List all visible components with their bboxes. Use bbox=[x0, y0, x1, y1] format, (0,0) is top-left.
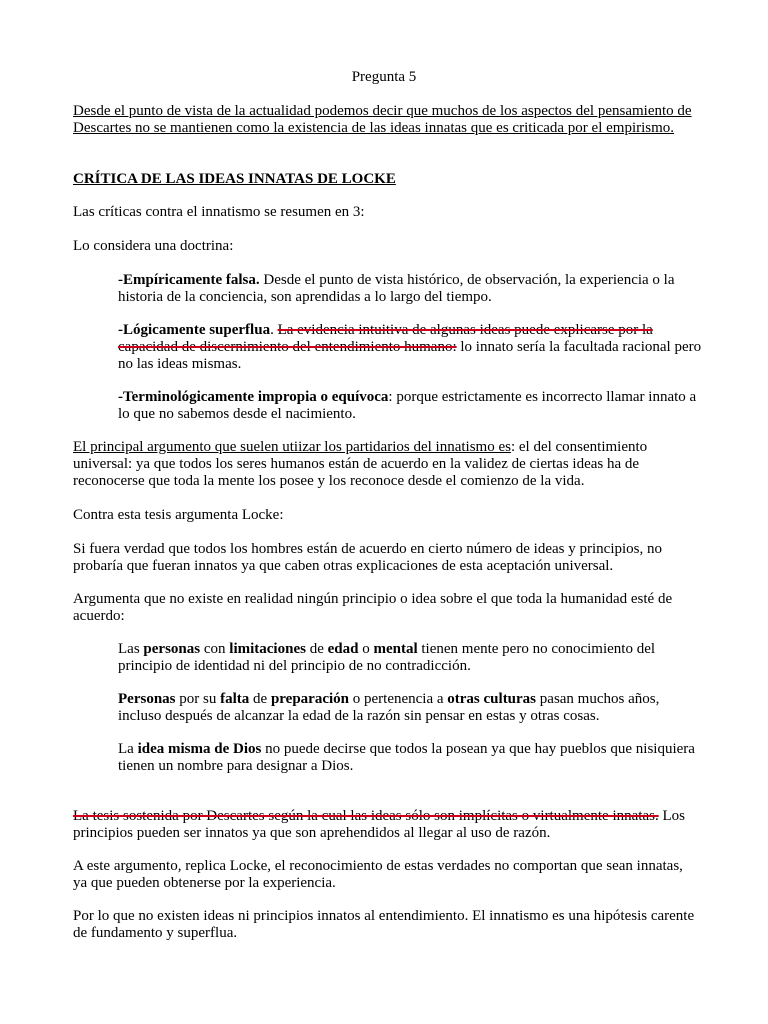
sub1-t4: o bbox=[358, 641, 374, 657]
argumento-paragraph bbox=[73, 439, 698, 490]
intro-paragraph: Desde el punto de vista de la actualidad podemos decir que muchos de los aspectos del pensamiento de Descartes no se mantienen como la existencia de las ideas innatas que es criticada por el empirismo. bbox=[73, 103, 692, 136]
sub2-t3: o pertenencia a bbox=[349, 691, 448, 707]
section-heading-text: CRÍTICA DE LAS IDEAS INNATAS DE LOCKE bbox=[73, 171, 396, 187]
final-paragraph: Por lo que no existen ideas ni principios innatos al entendimiento. El innatismo es una hipótesis carente de fundamento y superflua. bbox=[73, 908, 695, 941]
sub2-t2: de bbox=[249, 691, 271, 707]
item-logicamente-superflua bbox=[118, 322, 703, 373]
sub2-t4: pasan muchos años, incluso después de alcanzar la edad de la razón sin pensar en estas y otras cosas. bbox=[118, 691, 660, 724]
sub1-b4: mental bbox=[373, 641, 418, 657]
sub-item-personas-falta bbox=[118, 691, 703, 725]
criticas-paragraph: Las críticas contra el innatismo se resumen en 3: bbox=[73, 204, 365, 220]
sub3-t2: no puede decirse que todos la posean ya que hay pueblos que nisiquiera tienen un nombre para designar a Dios. bbox=[118, 741, 695, 774]
item-terminologicamente-impropia bbox=[118, 389, 703, 423]
sub3-b1: idea misma de Dios bbox=[137, 741, 262, 757]
si-fuera-paragraph: Si fuera verdad que todos los hombres están de acuerdo en cierto número de ideas y principios, no probaría que fueran innatos ya que caben otras explicaciones de esta aceptación universal. bbox=[73, 541, 662, 574]
sub2-b4: otras culturas bbox=[447, 691, 537, 707]
sub1-t3: de bbox=[305, 641, 328, 657]
sub-item-idea-dios bbox=[118, 741, 703, 775]
tesis-strikethrough: La tesis sostenida por Descartes según la cual las ideas sólo son implícitas o virtualmente innatas. bbox=[73, 808, 659, 824]
sub2-b1: Personas bbox=[118, 691, 176, 707]
item2-sep: . bbox=[270, 322, 278, 338]
item-empiricamente-falsa bbox=[118, 272, 703, 306]
sub2-b3: preparación bbox=[270, 691, 349, 707]
replica-paragraph: A este argumento, replica Locke, el reconocimiento de estas verdades no comportan que sean innatas, ya que pueden obtenerse por la experiencia. bbox=[73, 858, 683, 891]
contra-paragraph: Contra esta tesis argumenta Locke: bbox=[73, 507, 284, 523]
sub1-t5: tienen mente pero no conocimiento del principio de identidad ni del principio de no contradicción. bbox=[118, 641, 656, 674]
page-title: Pregunta 5 bbox=[351, 69, 417, 85]
item2-strikethrough: La evidencia intuitiva de algunas ideas puede explicarse por la capacidad de discernimiento del entendimiento humano: bbox=[118, 322, 653, 355]
sub1-b3: edad bbox=[327, 641, 359, 657]
tesis-paragraph bbox=[73, 808, 698, 842]
sub2-b2: falta bbox=[220, 691, 250, 707]
sub3-t1: La bbox=[118, 741, 138, 757]
argumento-text: : el del consentimiento universal: ya que todos los seres humanos están de acuerdo en la validez de ciertas ideas ha de reconocerse que toda la mente los posee y los reconoce desde el comienzo de la vida. bbox=[73, 439, 648, 489]
sub1-t2: con bbox=[200, 641, 230, 657]
item2-text: lo innato sería la facultada racional pero no las ideas mismas. bbox=[118, 339, 702, 372]
item1-text: Desde el punto de vista histórico, de observación, la experiencia o la historia de la conciencia, son aprendidas a lo largo del tiempo. bbox=[118, 272, 675, 305]
item2-bold: -Lógicamente superflua bbox=[118, 322, 271, 338]
sub1-t1: Las bbox=[118, 641, 144, 657]
sub2-t1: por su bbox=[175, 691, 221, 707]
section-heading bbox=[73, 171, 698, 188]
doctrina-paragraph: Lo considera una doctrina: bbox=[73, 238, 234, 254]
argumento-underlined: El principal argumento que suelen utiizar los partidarios del innatismo es bbox=[73, 439, 511, 455]
tesis-text: Los principios pueden ser innatos ya que son aprehendidos al llegar al uso de razón. bbox=[73, 808, 685, 841]
item1-bold: -Empíricamente falsa. bbox=[118, 272, 260, 288]
item3-bold: -Terminológicamente impropia o equívoca bbox=[118, 389, 389, 405]
sub1-b1: personas bbox=[143, 641, 201, 657]
sub-item-personas-limitaciones bbox=[118, 641, 703, 675]
item3-text: : porque estrictamente es incorrecto llamar innato a lo que no sabemos desde el nacimiento. bbox=[118, 389, 697, 422]
sub1-b2: limitaciones bbox=[229, 641, 306, 657]
argumenta-paragraph: Argumenta que no existe en realidad ningún principio o idea sobre el que toda la humanidad esté de acuerdo: bbox=[73, 591, 673, 624]
